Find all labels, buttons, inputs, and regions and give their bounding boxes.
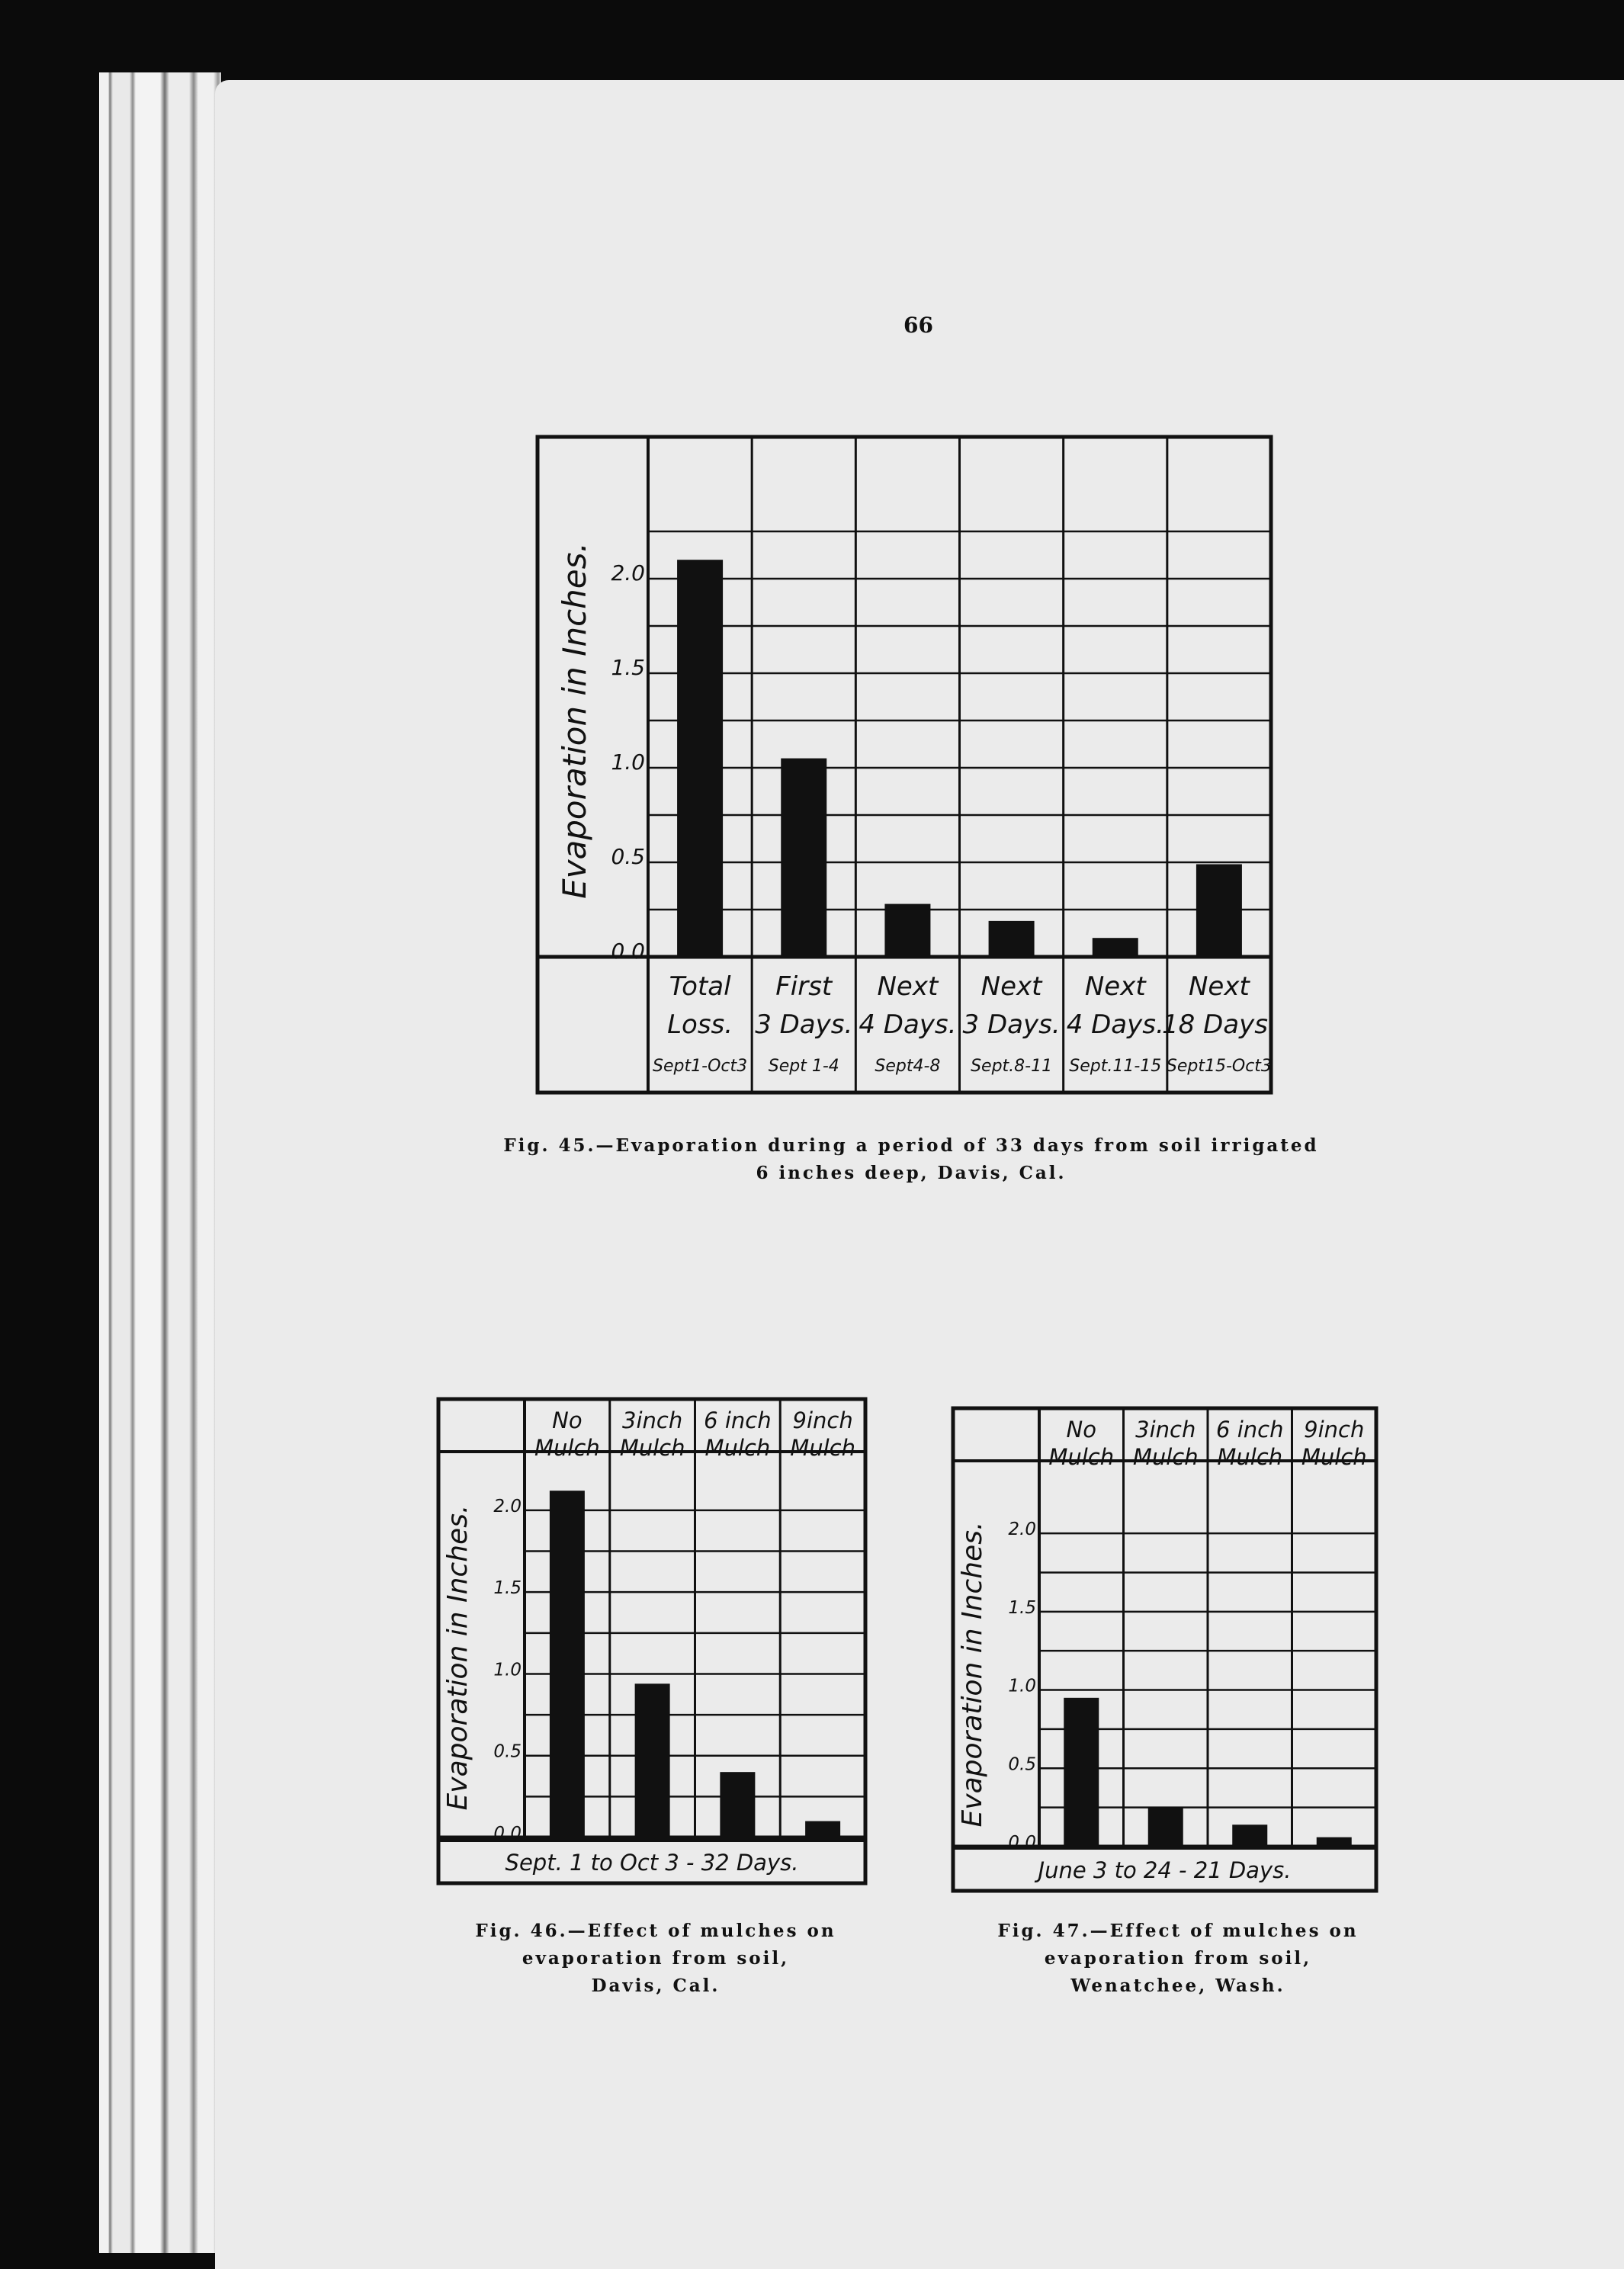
fig45-bar — [781, 759, 826, 957]
fig45-category-label: First — [775, 971, 833, 1002]
fig47-caption-line1: Fig. 47.—Effect of mulches on — [997, 1921, 1359, 1941]
fig46-ytick-label: 1.5 — [493, 1578, 522, 1599]
fig47-ytick-label: 1.5 — [1008, 1597, 1036, 1618]
fig45-category-label: Loss. — [667, 1009, 733, 1040]
fig46-caption-line2: evaporation from soil, — [522, 1948, 790, 1969]
fig45-bar — [989, 921, 1035, 957]
fig45-category-label: Total — [669, 971, 731, 1002]
fig46-category-label: Mulch — [790, 1435, 856, 1461]
page-edges — [99, 72, 221, 2253]
fig46-ytick-label: 0.0 — [493, 1824, 522, 1844]
fig45-category-label: Next — [980, 971, 1042, 1002]
fig47-ylabel: Evaporation in Inches. — [957, 1521, 988, 1828]
fig45-ylabel: Evaporation in Inches. — [556, 542, 593, 899]
fig45-bar — [1196, 864, 1242, 957]
fig45-category-label: Sept1-Oct3 — [653, 1057, 748, 1076]
fig45-bar — [1093, 938, 1138, 957]
fig45-category-label: Sept.8-11 — [971, 1057, 1053, 1076]
fig47-ytick-label: 2.0 — [1008, 1520, 1036, 1540]
fig47-category-label: Mulch — [1132, 1444, 1199, 1470]
fig45-ytick-label: 2.0 — [611, 560, 645, 586]
fig45-ytick-label: 0.0 — [611, 939, 645, 964]
fig46-ytick-label: 0.5 — [493, 1741, 522, 1762]
fig45-category-label: Sept.11-15 — [1069, 1057, 1162, 1076]
fig47-caption-line3: Wenatchee, Wash. — [1070, 1975, 1285, 1996]
fig45-ytick-label: 0.5 — [611, 844, 645, 869]
page-number: 66 — [903, 313, 933, 338]
fig47-category-label: 3inch — [1135, 1417, 1196, 1443]
fig47-category-label: Mulch — [1217, 1444, 1283, 1470]
fig45-category-label: 3 Days. — [962, 1009, 1061, 1040]
fig46-chart — [435, 1395, 869, 1887]
fig47-bar — [1148, 1808, 1183, 1847]
fig47-category-label: Mulch — [1048, 1444, 1115, 1470]
fig46-ylabel: Evaporation in Inches. — [442, 1504, 473, 1811]
fig45-category-label: 3 Days. — [755, 1009, 853, 1040]
fig46-caption-line1: Fig. 46.—Effect of mulches on — [475, 1921, 836, 1941]
fig45-bar — [677, 560, 723, 957]
fig46-category-label: 6 inch — [704, 1407, 772, 1433]
fig46-ytick-label: 2.0 — [493, 1496, 522, 1516]
fig46-category-label: Mulch — [619, 1435, 685, 1461]
fig45-category-label: Next — [1084, 971, 1146, 1002]
fig46-period-label: Sept. 1 to Oct 3 - 32 Days. — [505, 1850, 799, 1876]
fig46-category-label: Mulch — [704, 1435, 771, 1461]
fig45-category-label: 18 Days. — [1162, 1009, 1276, 1040]
fig45-caption — [427, 1132, 1395, 1187]
fig45-caption-line2: 6 inches deep, Davis, Cal. — [756, 1163, 1067, 1183]
fig46-category-label: Mulch — [534, 1435, 600, 1461]
fig47-caption-line2: evaporation from soil, — [1044, 1948, 1312, 1969]
fig46-bar — [805, 1821, 840, 1837]
fig46-category-label: No — [552, 1407, 583, 1433]
fig45-chart — [534, 431, 1276, 1106]
fig47-caption — [949, 1918, 1407, 2000]
fig47-category-label: 9inch — [1304, 1417, 1365, 1443]
fig46-ytick-label: 1.0 — [493, 1660, 522, 1680]
fig46-caption-line3: Davis, Cal. — [591, 1975, 721, 1996]
fig47-category-label: No — [1066, 1417, 1096, 1443]
fig46-caption — [427, 1918, 884, 2000]
fig47-category-label: 6 inch — [1216, 1417, 1284, 1443]
fig47-period-label: June 3 to 24 - 21 Days. — [1038, 1857, 1292, 1883]
fig45-category-label: Next — [1189, 971, 1250, 1002]
fig47-category-label: Mulch — [1301, 1444, 1367, 1470]
fig47-ytick-label: 0.5 — [1008, 1754, 1036, 1775]
fig47-bar — [1317, 1837, 1352, 1847]
fig45-category-label: Sept 1-4 — [768, 1057, 839, 1076]
fig45-ytick-label: 1.5 — [611, 655, 645, 680]
fig45-caption-line1: Fig. 45.—Evaporation during a period of 33 days from soil irrigated — [503, 1135, 1319, 1156]
fig47-bar — [1064, 1698, 1099, 1847]
fig47-bar — [1232, 1825, 1267, 1847]
fig45-category-label: Next — [877, 971, 939, 1002]
fig47-ytick-label: 1.0 — [1008, 1676, 1036, 1696]
fig47-chart — [949, 1404, 1380, 1896]
fig45-category-label: 4 Days. — [1066, 1009, 1164, 1040]
fig45-category-label: 4 Days. — [859, 1009, 957, 1040]
fig45-category-label: Sept15-Oct3 — [1166, 1057, 1272, 1076]
fig45-bar — [884, 904, 930, 957]
fig47-ytick-label: 0.0 — [1008, 1833, 1036, 1853]
fig46-category-label: 9inch — [792, 1407, 853, 1433]
fig46-bar — [635, 1683, 670, 1837]
fig46-bar — [550, 1491, 585, 1837]
fig45-ytick-label: 1.0 — [611, 749, 645, 775]
fig45-category-label: Sept4-8 — [875, 1057, 941, 1076]
fig46-category-label: 3inch — [622, 1407, 683, 1433]
fig46-bar — [720, 1772, 755, 1837]
